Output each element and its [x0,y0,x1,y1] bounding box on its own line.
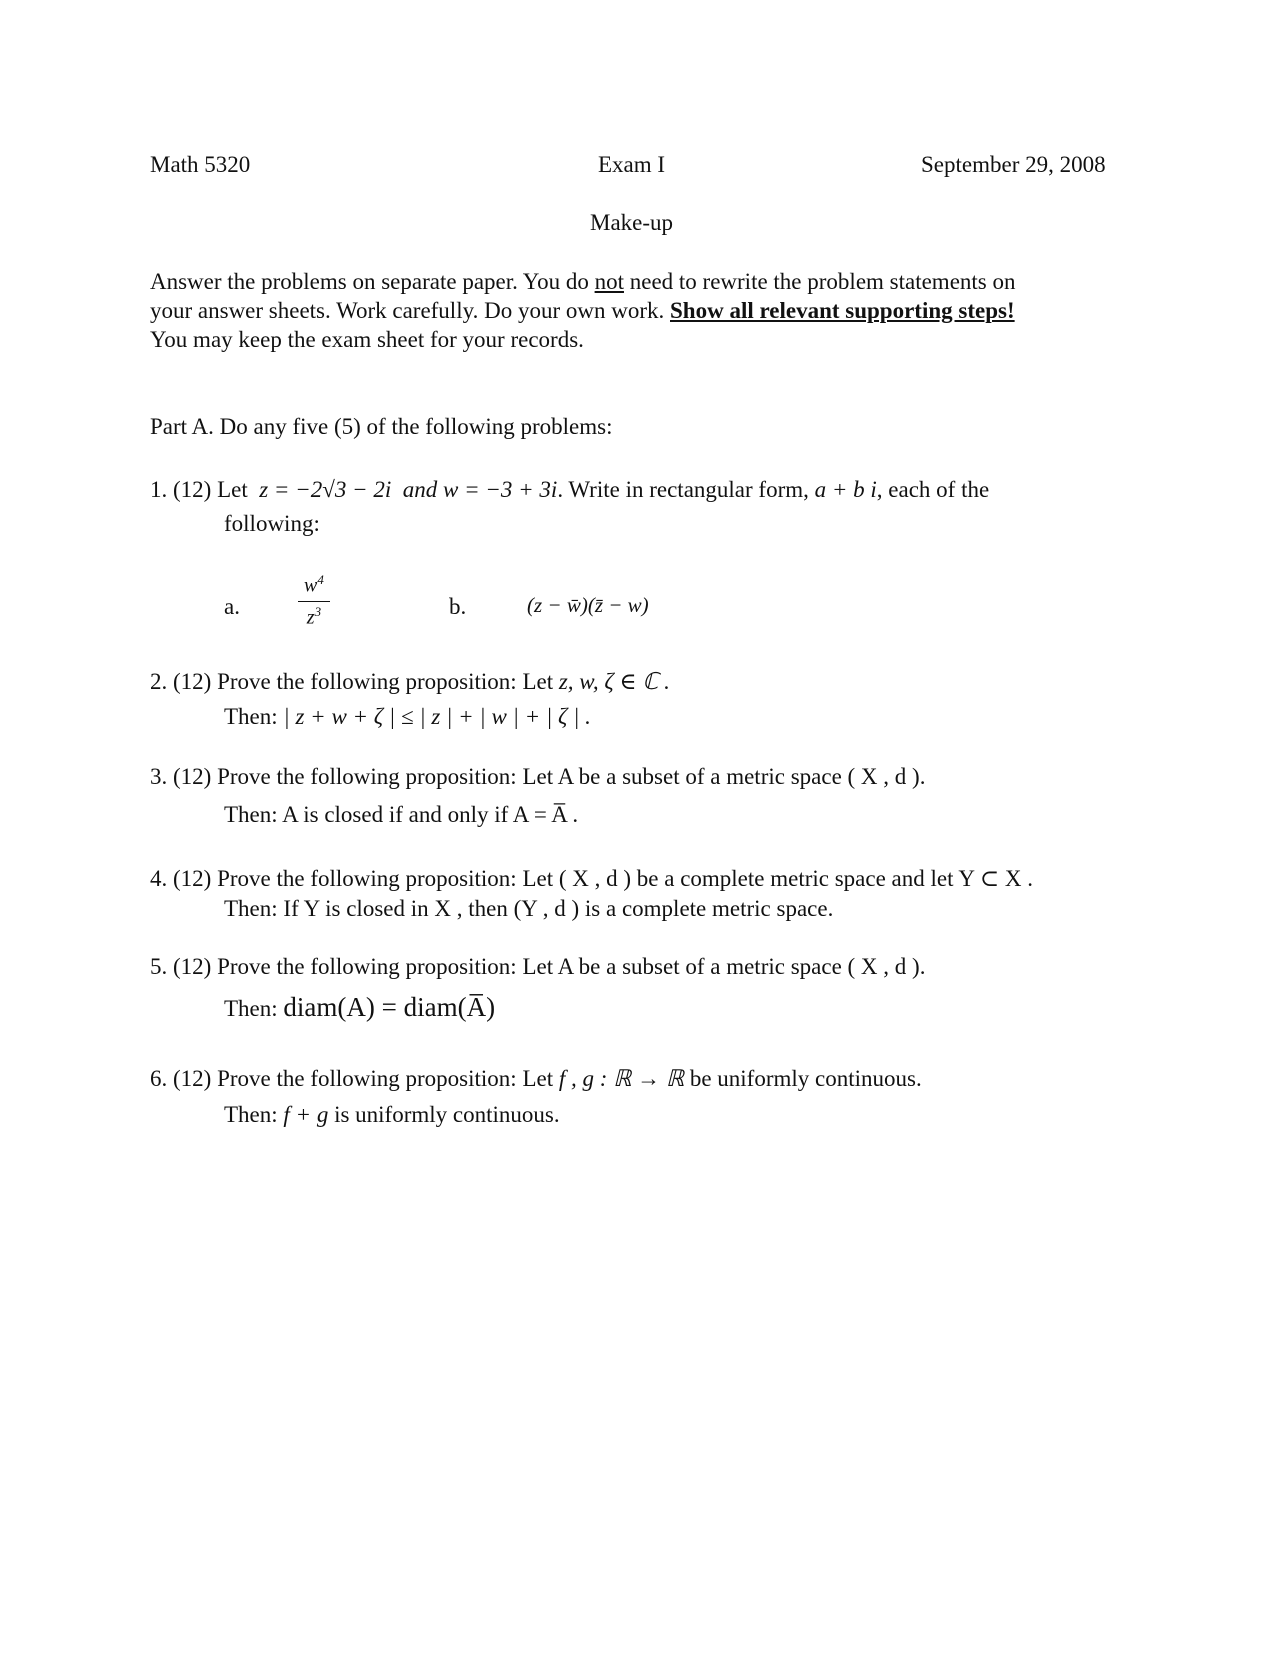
problem-4-line-1 [150,864,1033,894]
problem-text: be uniformly continuous. [684,1066,922,1091]
problem-number: 6. (12) [150,1066,212,1091]
instructions-text: need to rewrite the problem statements on [623,269,1016,294]
problem-text: Let [217,477,248,502]
then-label: Then: [224,896,284,921]
exam-title: Exam I [598,152,666,177]
exam-subtitle: Make-up [590,210,674,235]
problem-6-line-2 [224,1100,560,1130]
instructions-emphasis-steps: Show all relevant supporting steps! [670,298,1015,323]
instructions-text: your answer sheets. Work carefully. Do your own work. [150,298,670,323]
problem-2-line-1 [150,667,670,697]
problem-6-function-signature: f , g : ℝ → ℝ [558,1066,685,1091]
problem-1-part-a-expression [298,572,330,630]
fraction-w4-over-z3: $\frac{w^4}{z^3}$ [298,572,330,630]
problem-5-equation: diam(A) = diam(A̅) [283,992,496,1022]
problem-2-hypothesis: z, w, ζ ∈ ℂ . [558,669,670,694]
problem-2-line-2 [224,702,591,732]
problem-number: 4. (12) [150,866,212,891]
problem-number: 3. (12) [150,764,212,789]
then-label: Then: [224,996,284,1021]
problem-1-line-1 [150,475,989,505]
exam-date: September 29, 2008 [921,152,1106,177]
instructions-emphasis-not: not [594,269,624,294]
problem-text: and [402,477,438,502]
problem-text: Prove the following proposition: Let A be a subset of a metric space ( X , d ). [217,764,926,789]
problem-6-line-1 [150,1064,922,1094]
instructions-line-2 [150,296,1015,326]
problem-4-line-2 [224,894,833,924]
problem-number: 2. (12) [150,669,212,694]
instructions-line-1 [150,267,1016,297]
then-label: Then: [224,704,284,729]
problem-1-part-b-label: b. [449,594,467,619]
problem-number: 1. (12) [150,477,212,502]
then-label: Then: [224,1102,284,1127]
course-title: Math 5320 [150,152,251,177]
then-label: Then: [224,802,283,827]
problem-1-line-2: following: [224,511,320,536]
problem-text: Prove the following proposition: Let [217,1066,559,1091]
problem-3-line-2 [224,800,578,830]
problem-text: Prove the following proposition: Let A be a subset of a metric space ( X , d ). [217,954,926,979]
problem-5-line-1 [150,952,925,982]
problem-1-w-definition: w = −3 + 3i [443,477,558,502]
problem-text: Prove the following proposition: Let ( X , d ) be a complete metric space and let Y ⊂ X . [217,866,1034,891]
problem-text: . Write in rectangular form, [557,477,815,502]
problem-2-inequality: | z + w + ζ | ≤ | z | + | w | + | ζ | . [283,704,591,729]
problem-1-part-a-label: a. [224,594,240,619]
problem-text: , each of the [876,477,990,502]
problem-4-statement: If Y is closed in X , then (Y , d ) is a complete metric space. [283,896,834,921]
problem-6-sum: f + g [283,1102,329,1127]
problem-5-line-2 [224,990,495,1025]
problem-text: is uniformly continuous. [328,1102,560,1127]
problem-3-line-1 [150,762,925,792]
part-a-heading: Part A. Do any five (5) of the following problems: [150,414,613,439]
rectangular-form: a + b i [814,477,877,502]
problem-1-z-definition: z = −2√3 − 2i [259,477,392,502]
instructions-line-3: You may keep the exam sheet for your records. [150,327,584,352]
problem-number: 5. (12) [150,954,212,979]
problem-3-statement: A is closed if and only if A = A̅ . [282,802,579,827]
problem-text: Prove the following proposition: Let [217,669,559,694]
problem-1-part-b-expression: (z − w̄)(z̄ − w) [527,593,649,617]
instructions-text: Answer the problems on separate paper. You do [150,269,595,294]
